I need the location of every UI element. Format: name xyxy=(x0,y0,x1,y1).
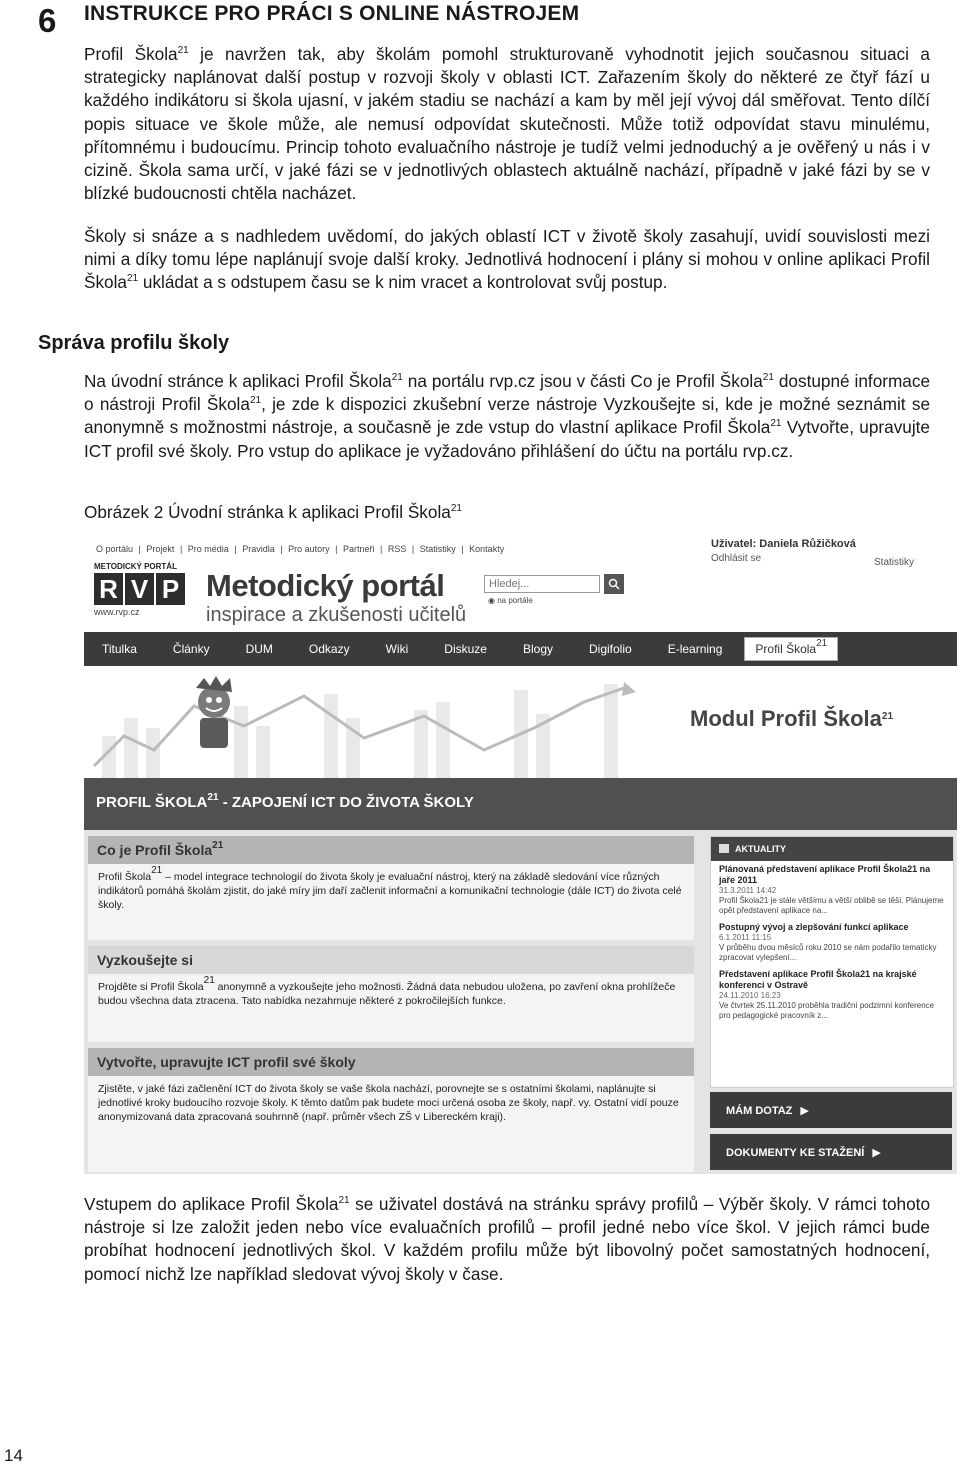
superscript: 21 xyxy=(450,503,462,514)
news-item-date: 24.11.2010 16:23 xyxy=(719,991,781,1000)
rvp-logo[interactable] xyxy=(94,562,185,617)
intro-paragraph-2: Školy si snáze a s nadhledem uvědomí, do jakých oblastí ICT v životě školy zasahují, uvidí souvislosti mezi nimi a díky tomu lépe naplánují svoje další kroky. Jednotlivá hodnocení i plány si mohou v online aplikaci Profil Škola$^{21}$ ukládat a s odstupem času se k nim vracet a kontrolovat svůj postup. xyxy=(84,226,930,293)
separator: | xyxy=(138,544,141,554)
block-heading-sup: 21 xyxy=(212,840,224,851)
nav-item[interactable]: DUM xyxy=(245,642,273,656)
module-title xyxy=(690,706,893,732)
news-item[interactable] xyxy=(711,966,953,1024)
block-body: Projděte si Profil Škola$^{21}$ anonymně a vyzkoušejte jeho možnosti. Žádná data nebudou uložena, po zavření okna prohlížeče budou všechna data ztracena. Tato nabídka nezahrnuje některé z pokročilejších funkce. xyxy=(98,975,676,1007)
top-link[interactable]: Pravidla xyxy=(242,544,275,554)
search-input[interactable] xyxy=(484,575,600,593)
intro-paragraph-1: Profil Škola$^{21}$ je navržen tak, aby školám pomohl strukturovaně vyhodnotit jejich současnou situaci a strategicky naplánovat další postup v rozvoji školy v oblasti ICT. Zařazením školy do některé ze čtyř fází u každého indikátoru si škola ujasní, v jakém stadiu se nachází a kam by měl její vývoj dál směřovat. Tento dílčí popis situace ve škole může, ale nemusí odpovídat skutečnosti. Může totiž odpovídat stavu minulému, přítomnému i budoucímu. Princip tohoto evaluačního nástroje je tudíž velmi jednoduchý a je ověřený u nás i v cizině. Škola sama určí, v jaké fázi se v jednotlivých oblastech aktuálně nachází, případně v jaké fázi by se v blízké budoucnosti chtěla nacházet. xyxy=(84,44,930,204)
search-option[interactable] xyxy=(488,596,533,605)
search-option-label: na portále xyxy=(497,596,533,605)
top-link[interactable]: Pro autory xyxy=(288,544,330,554)
block-try xyxy=(88,946,694,1042)
block-what-is xyxy=(88,836,694,940)
top-link[interactable]: Pro média xyxy=(187,544,229,554)
section-header-sup: 21 xyxy=(207,792,219,803)
superscript: 21 xyxy=(151,865,163,876)
separator: | xyxy=(280,544,283,554)
separator: | xyxy=(411,544,415,554)
section-header-bar xyxy=(84,778,957,830)
news-item-title: Postupný vývoj a zlepšování funkcí aplikace xyxy=(719,922,909,932)
portal-subtitle: inspirace a zkušenosti učitelů xyxy=(206,604,467,626)
section-heading: Správa profilu školy xyxy=(38,332,230,354)
block-heading-text: Co je Profil Škola xyxy=(97,842,213,858)
nav-item[interactable]: Odkazy xyxy=(308,642,350,656)
arrow-right-icon: ▶ xyxy=(800,1105,809,1117)
block-heading[interactable] xyxy=(88,836,694,864)
superscript: 21 xyxy=(203,975,215,986)
nav-active-sup: 21 xyxy=(816,638,828,649)
top-link[interactable]: RSS xyxy=(387,544,407,554)
figure-screenshot xyxy=(84,528,957,1174)
ask-question-label: MÁM DOTAZ xyxy=(726,1105,793,1117)
news-item-title: Plánovaná představení aplikace Profil Škola21 na jaře 2011 xyxy=(719,864,931,885)
nav-item-active[interactable] xyxy=(744,637,838,661)
block-body: Zjistěte, v jaké fázi začlenění ICT do života školy se vaše škola nachází, porovnejte se s ostatními školami, naplánujte si jednotlivé kroky budoucího rozvoje školy. K těmto datům pak budete moci určená osoba ze školy, např. vy. Ostatní vidí pouze anonymizovaná data zpracovaná souhrnně (např. průměr všech ZŠ v Libereckém kraji). xyxy=(98,1083,679,1123)
logo-letter: P xyxy=(156,573,185,605)
user-area xyxy=(711,538,856,564)
separator: | xyxy=(380,544,383,554)
logo-letter: R xyxy=(94,573,123,605)
top-link[interactable]: Partneři xyxy=(343,544,375,554)
stats-link[interactable]: Statistiky xyxy=(874,557,915,568)
search-icon xyxy=(608,578,620,590)
news-item-text: Profil Škola21 je stále většímu a větší oblibě se těší. Plánujeme opět představení aplikace na... xyxy=(719,896,944,915)
news-item-text: V průběhu dvou měsíců roku 2010 se nám podařilo tematicky zpracovat vylepšení... xyxy=(719,943,937,962)
block-heading-text: Vyzkoušejte si xyxy=(97,952,193,968)
block-heading[interactable] xyxy=(88,946,694,974)
user-name: Uživatel: Daniela Růžičková xyxy=(711,538,856,550)
superscript: 21 xyxy=(762,372,774,383)
logo-small-text: METODICKÝ PORTÁL xyxy=(94,562,177,571)
portal-header xyxy=(84,528,957,632)
nav-active-label: Profil Škola xyxy=(755,642,817,656)
section-paragraph-2: Vstupem do aplikace Profil Škola$^{21}$ se uživatel dostává na stránku správy profilů – Výběr školy. V rámci tohoto nástroje si lze založit jeden nebo více evaluačních profilů – profil jedné nebo více škol. V jejich rámci bude probíhat hodnocení jednotlivých škol. V každém profilu může být libovolný počet samostatných hodnocení, pomocí nichž lze například sledovat vývoj školy v čase. xyxy=(84,1194,930,1284)
separator: | xyxy=(461,544,464,554)
search-button[interactable] xyxy=(604,574,624,594)
figure-caption: Obrázek 2 Úvodní stránka k aplikaci Profil Škola$^{21}$ xyxy=(84,502,462,522)
news-heading-text: AKTUALITY xyxy=(735,844,786,854)
chapter-title: INSTRUKCE PRO PRÁCI S ONLINE NÁSTROJEM xyxy=(84,2,580,25)
logo-url: www.rvp.cz xyxy=(94,607,140,617)
block-heading[interactable] xyxy=(88,1048,694,1076)
chapter-number: 6 xyxy=(38,2,57,39)
section-paragraph-1: Na úvodní stránce k aplikaci Profil Škola$^{21}$ na portálu rvp.cz jsou v části Co je Profil Škola$^{21}$ dostupné informace o nástroji Profil Škola$^{21}$, je zde k dispozici zkušební verze nástroje Vyzkoušejte si, kde je možné seznámit se anonymně s možnostmi nástroje, a současně je zde vstup do vlastní aplikace Profil Škola$^{21}$ Vytvořte, upravujte ICT profil své školy. Pro vstup do aplikace je vyžadováno přihlášení do účtu na portálu rvp.cz. xyxy=(84,371,931,461)
separator: | xyxy=(335,544,338,554)
separator: | xyxy=(179,544,183,554)
page-number: 14 xyxy=(4,1446,23,1465)
logo-letter: V xyxy=(125,573,154,605)
documents-download-button[interactable] xyxy=(710,1134,952,1170)
main-nav xyxy=(84,632,957,666)
nav-item[interactable]: Články xyxy=(172,642,210,656)
arrow-right-icon: ▶ xyxy=(872,1147,881,1159)
nav-item[interactable]: Titulka xyxy=(102,642,137,656)
top-link[interactable]: Statistiky xyxy=(419,544,456,554)
ask-question-button[interactable] xyxy=(710,1092,952,1128)
module-title-sup: 21 xyxy=(881,711,894,722)
news-item-date: 6.1.2011 11:15 xyxy=(719,933,772,942)
block-heading-text: Vytvořte, upravujte ICT profil své školy xyxy=(97,1054,356,1070)
superscript: 21 xyxy=(249,395,262,407)
news-heading xyxy=(711,837,953,861)
block-create xyxy=(88,1048,694,1172)
news-item-date: 31.3.2011 14:42 xyxy=(719,886,777,895)
superscript: 21 xyxy=(127,273,139,285)
news-icon xyxy=(719,844,729,853)
portal-title: Metodický portál xyxy=(206,568,445,603)
radio-icon: ◉ xyxy=(488,596,495,605)
top-link[interactable]: Kontakty xyxy=(469,544,505,554)
section-header-rest: - ZAPOJENÍ ICT DO ŽIVOTA ŠKOLY xyxy=(218,794,474,811)
nav-item[interactable]: Diskuze xyxy=(444,642,487,656)
superscript: 21 xyxy=(391,372,403,383)
top-link[interactable]: Projekt xyxy=(146,544,175,554)
documents-download-label: DOKUMENTY KE STAŽENÍ xyxy=(726,1147,865,1159)
news-item-title: Představení aplikace Profil Škola21 na krajské konferenci v Ostravě xyxy=(719,969,917,990)
block-body: Profil Škola$^{21}$ – model integrace technologií do života školy je evaluační nástroj, který na základě sledování více různých indikátorů pomáhá školám zjistit, do jaké míry jim daří začlenit informační a komunikační technologie (dále ICT) do života celé školy. xyxy=(98,865,682,911)
news-panel xyxy=(710,836,954,1088)
logout-link[interactable]: Odhlásit se xyxy=(711,553,762,564)
separator: | xyxy=(234,544,237,554)
section-header-title xyxy=(96,794,474,811)
news-item[interactable] xyxy=(711,861,953,919)
news-item[interactable] xyxy=(711,919,953,966)
nav-item[interactable]: E-learning xyxy=(667,642,723,656)
section-header-text: PROFIL ŠKOLA xyxy=(96,794,208,811)
top-link[interactable]: O portálu xyxy=(96,544,134,554)
nav-item[interactable]: Wiki xyxy=(385,642,409,656)
module-title-text: Modul Profil Škola xyxy=(690,706,882,731)
superscript: 21 xyxy=(177,45,189,56)
nav-item[interactable]: Blogy xyxy=(522,642,553,656)
top-links xyxy=(96,544,507,554)
nav-item[interactable]: Digifolio xyxy=(589,642,632,656)
content-area xyxy=(84,830,957,1174)
superscript: 21 xyxy=(770,418,782,430)
superscript: 21 xyxy=(338,1195,350,1206)
news-item-text: Ve čtvrtek 25.11.2010 proběhla tradiční podzimní konference pro pedagogické pracovník z... xyxy=(719,1001,935,1020)
